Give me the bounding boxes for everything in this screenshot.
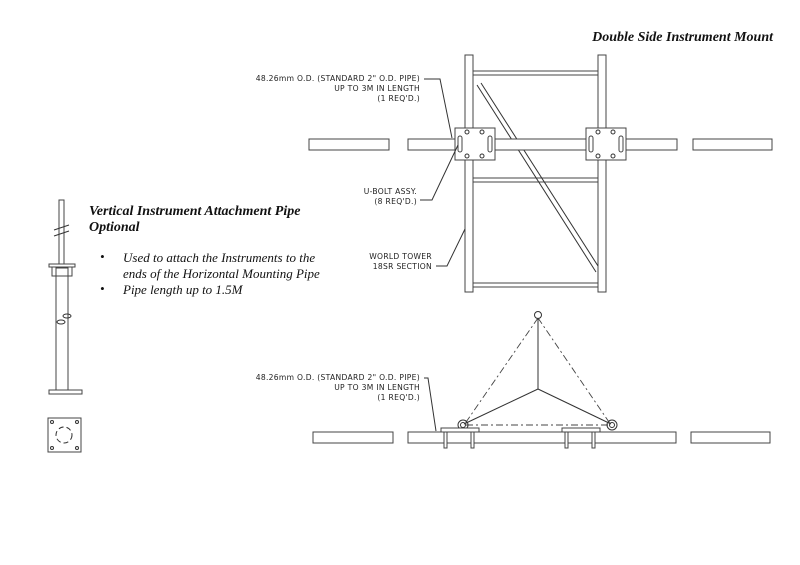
top-view-tower-section <box>465 55 606 292</box>
svg-text:WORLD TOWER: WORLD TOWER <box>369 252 432 261</box>
bullet-text-2: Pipe length up to 1.5M <box>123 282 243 297</box>
bottom-view-triangle <box>458 312 617 431</box>
svg-text:U-BOLT ASSY.: U-BOLT ASSY. <box>363 187 417 196</box>
svg-text:(1 REQ'D.): (1 REQ'D.) <box>377 94 420 103</box>
top-view-horizontal-pipe <box>309 139 772 150</box>
bottom-pipe-callout <box>256 373 436 431</box>
top-view-clamp-right <box>586 128 626 160</box>
bullet-icon: • <box>100 281 105 296</box>
svg-text:48.26mm O.D. (STANDARD 2" O.D.: 48.26mm O.D. (STANDARD 2" O.D. PIPE) <box>255 74 420 83</box>
tower-callout <box>369 229 465 271</box>
vertical-attachment-pipe <box>48 200 82 452</box>
bullet-text-1-cont: ends of the Horizontal Mounting Pipe <box>123 266 320 281</box>
svg-text:UP TO 3M IN LENGTH: UP TO 3M IN LENGTH <box>334 84 420 93</box>
svg-text:(1 REQ'D.): (1 REQ'D.) <box>377 393 420 402</box>
top-view-clamp-left <box>455 128 495 160</box>
bottom-view-horizontal-pipe <box>313 428 770 448</box>
svg-text:18SR SECTION: 18SR SECTION <box>372 262 432 271</box>
bullet-text-1: Used to attach the Instruments to the <box>123 250 316 265</box>
svg-text:(8 REQ'D.): (8 REQ'D.) <box>374 197 417 206</box>
ubolt-callout <box>364 145 458 206</box>
bullet-icon: • <box>100 249 105 264</box>
svg-text:48.26mm O.D. (STANDARD 2" O.D.: 48.26mm O.D. (STANDARD 2" O.D. PIPE) <box>255 373 420 382</box>
svg-text:UP TO 3M IN LENGTH: UP TO 3M IN LENGTH <box>334 383 420 392</box>
drawing-title: Double Side Instrument Mount <box>592 30 773 45</box>
vertical-pipe-heading: Vertical Instrument Attachment Pipe <box>89 204 301 219</box>
vertical-pipe-optional: Optional <box>89 220 140 235</box>
top-pipe-callout <box>256 74 452 138</box>
